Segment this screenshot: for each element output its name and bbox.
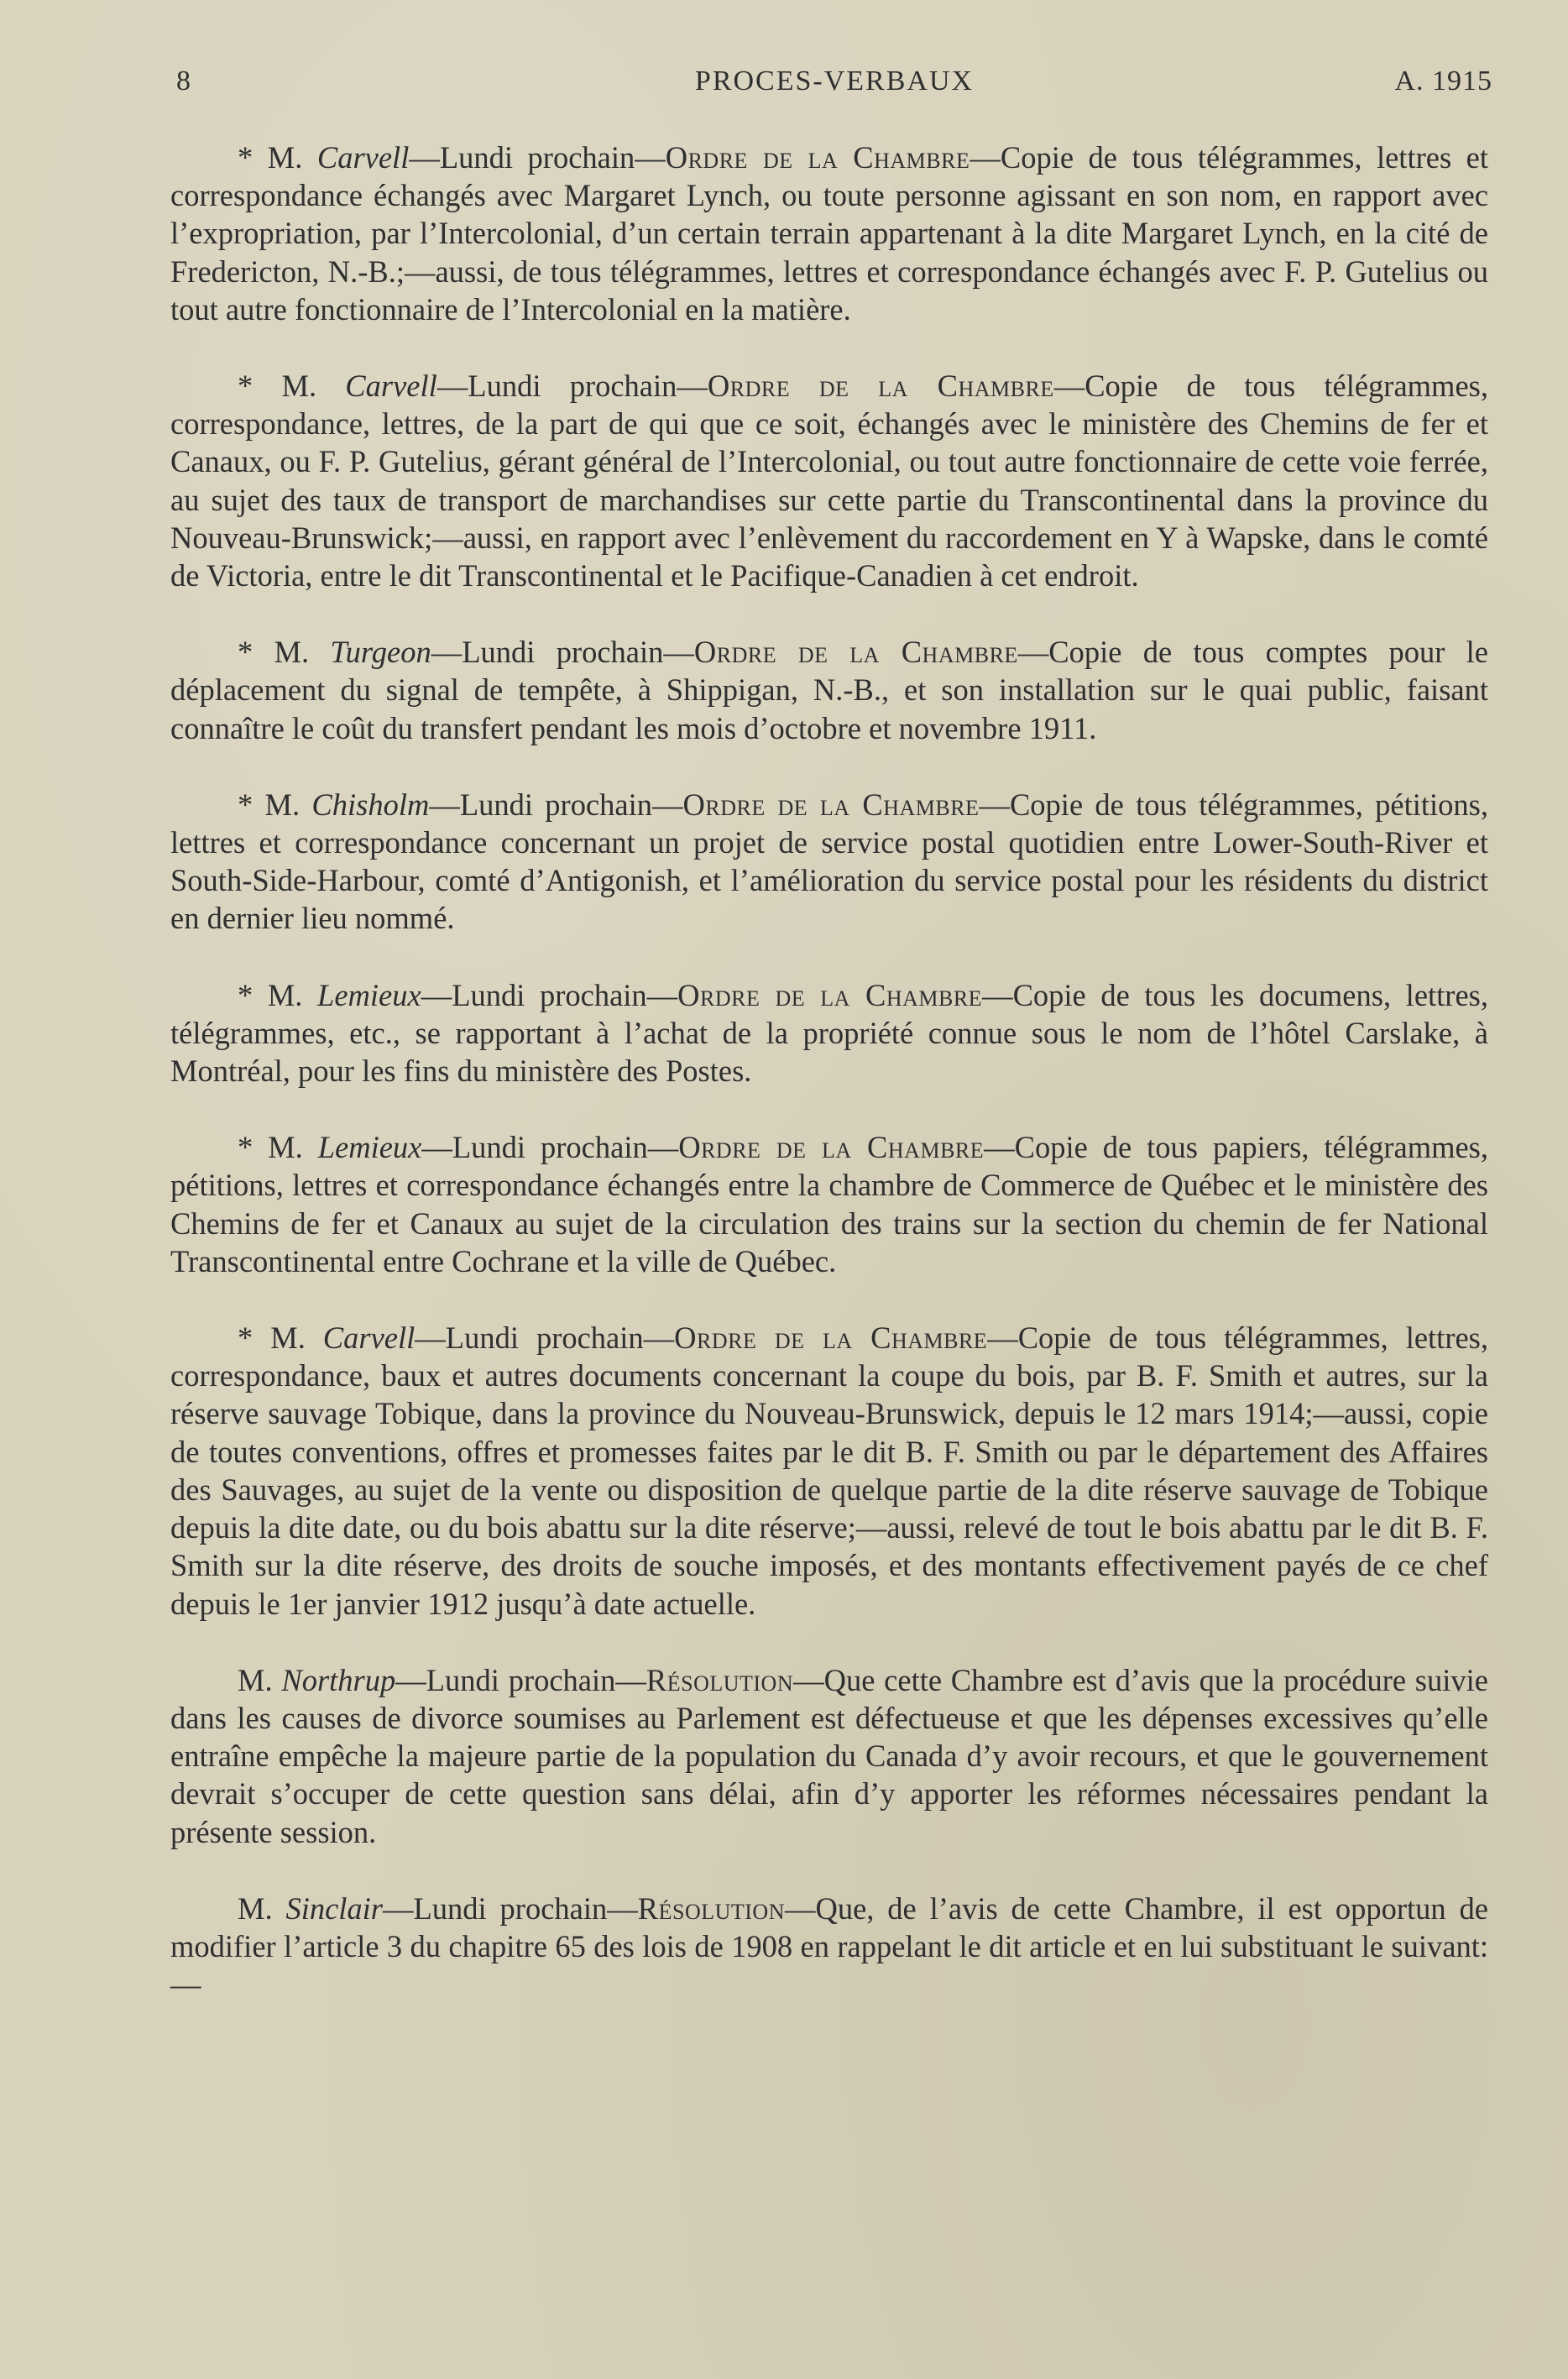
notice-star: * (238, 787, 265, 822)
motion-text: —Copie de tous papiers, télégrammes, pétitions, lettres et correspondance échangés entre la chambre de Commerce de Québec et le ministère des Chemins de fer et Canaux au sujet de la circulation des trains sur la section du chemin de fer National Transcontinental entre Cochrane et la ville de Québec. (170, 1130, 1489, 1278)
member-name: Chisholm (311, 787, 430, 822)
motion-type: Ordre de la Chambre (674, 1320, 988, 1356)
resolution-entry (170, 1661, 1488, 1851)
motion-text: —Copie de tous les documens, lettres, télégrammes, etc., se rapportant à l’achat de la propriété connue sous le nom de l’hôtel Carslake, à Montréal, pour les fins du ministère des Postes. (170, 977, 1488, 1089)
member-prefix: M. (270, 1320, 323, 1356)
member-name: Carvell (316, 140, 410, 175)
motion-entry (170, 976, 1488, 1090)
motion-type: Ordre de la Chambre (693, 635, 1018, 670)
motion-timing: —Lundi prochain— (421, 977, 678, 1012)
motion-type: Résolution (645, 1662, 794, 1697)
motion-entry (170, 367, 1488, 594)
member-name: Sinclair (285, 1890, 384, 1926)
motion-timing: —Lundi prochain— (415, 1320, 675, 1356)
page-number: 8 (176, 65, 191, 97)
notice-star: * (238, 369, 282, 404)
notice-star: * (238, 140, 268, 175)
member-name: Carvell (345, 369, 437, 404)
motion-timing: —Lundi prochain— (395, 1662, 646, 1697)
minutes-body (170, 139, 1488, 2003)
notice-star: * (238, 977, 268, 1012)
member-prefix: M. (274, 635, 331, 670)
member-name: Northrup (281, 1662, 396, 1697)
motion-text: —Copie de tous télégrammes, pétitions, lettres et correspondance concernant un projet de service postal quotidien entre Lower-South-River et South-Side-Harbour, comté d’Antigonish, et l’amélioration du service postal pour les résidents du district en dernier lieu nommé. (170, 787, 1488, 936)
motion-timing: —Lundi prochain— (383, 1890, 638, 1926)
motion-timing: —Lundi prochain— (409, 140, 666, 175)
motion-entry (170, 633, 1488, 747)
member-prefix: M. (264, 787, 312, 822)
member-prefix: M. (281, 369, 346, 404)
session-year: A. 1915 (1394, 65, 1492, 97)
page-header (176, 65, 1492, 107)
motion-entry (170, 139, 1488, 328)
motion-timing: —Lundi prochain— (421, 1130, 679, 1165)
motion-text: —Copie de tous télégrammes, lettres, correspondance, baux et autres documents concernant la coupe du bois, par B. F. Smith et autres, sur la réserve sauvage Tobique, dans la province du Nouveau-Brunswick, depuis le 12 mars 1914;—aussi, copie de toutes conventions, offres et promesses faites par le dit B. F. Smith ou par le département des Affaires des Sauvages, au sujet de la vente ou disposition de quelque partie de la dite réserve sauvage de Tobique depuis la dite date, ou du bois abattu sur la dite réserve;—aussi, relevé de tout le bois abattu par le dit B. F. Smith sur la dite réserve, des droits de souche imposés, et des montants effectivement payés de ce chef depuis le 1er janvier 1912 jusqu’à date actuelle. (170, 1320, 1489, 1621)
notice-star: * (238, 1320, 271, 1356)
member-prefix: M. (238, 1890, 286, 1926)
member-prefix: M. (267, 140, 317, 175)
motion-type: Ordre de la Chambre (665, 140, 970, 175)
motion-timing: —Lundi prochain— (431, 635, 694, 670)
motion-type: Ordre de la Chambre (678, 1130, 985, 1165)
notice-star: * (238, 1130, 269, 1165)
motion-text: —Que, de l’avis de cette Chambre, il est opportun de modifier l’article 3 du chapitre 65 des lois de 1908 en rappelant le dit article et en lui substituant le suivant:— (170, 1890, 1488, 2002)
motion-entry (170, 1319, 1488, 1623)
resolution-entry (170, 1890, 1488, 2004)
member-name: Turgeon (330, 635, 431, 670)
motion-entry (170, 1128, 1488, 1280)
motion-text: —Copie de tous télégrammes, correspondance, lettres, de la part de qui que ce soit, échangés avec le ministère des Chemins de fer et Canaux, ou F. P. Gutelius, gérant général de l’Intercolonial, ou tout autre fonctionnaire de cette voie ferrée, au sujet des taux de transport de marchandises sur cette partie du Transcontinental dans la province du Nouveau-Brunswick;—aussi, en rapport avec l’enlèvement du raccordement en Y à Wapske, dans le comté de Victoria, entre le dit Transcontinental et le Pacifique-Canadien à cet endroit. (170, 369, 1488, 593)
motion-type: Résolution (637, 1890, 785, 1926)
notice-star: * (238, 635, 274, 670)
member-prefix: M. (238, 1662, 282, 1697)
motion-timing: —Lundi prochain— (436, 369, 708, 404)
motion-text: —Copie de tous télégrammes, lettres et correspondance échangés avec Margaret Lynch, ou toute personne agissant en son nom, en rapport avec l’expropriation, par l’Intercolonial, d’un certain terrain appartenant à la dite Margaret Lynch, en la cité de Fredericton, N.-B.;—aussi, de tous télégrammes, lettres et correspondance échangés avec F. P. Gutelius ou tout autre fonctionnaire de l’Intercolonial en la matière. (170, 140, 1488, 327)
member-name: Lemieux (317, 977, 421, 1012)
motion-type: Ordre de la Chambre (677, 977, 983, 1012)
member-prefix: M. (267, 977, 318, 1012)
motion-text: —Copie de tous comptes pour le déplacement du signal de tempête, à Shippigan, N.-B., et son installation sur le quai public, faisant connaître le coût du transfert pendant les mois d’octobre et novembre 1911. (170, 635, 1488, 745)
motion-type: Ordre de la Chambre (682, 787, 980, 822)
member-name: Carvell (322, 1320, 416, 1356)
member-name: Lemieux (317, 1130, 422, 1165)
motion-text: —Que cette Chambre est d’avis que la procédure suivie dans les causes de divorce soumises au Parlement est défectueuse et que les dépenses excessives qu’elle entraîne empêche la majeure partie de la population du Canada d’y avoir recours, et que le gouvernement devrait s’occuper de cette question sans délai, afin d’y apporter les réformes nécessaires pendant la présente session. (170, 1662, 1488, 1849)
running-title: PROCES-VERBAUX (694, 65, 975, 97)
motion-timing: —Lundi prochain— (429, 787, 683, 822)
member-prefix: M. (268, 1130, 318, 1165)
motion-type: Ordre de la Chambre (707, 369, 1054, 404)
motion-entry (170, 786, 1488, 938)
